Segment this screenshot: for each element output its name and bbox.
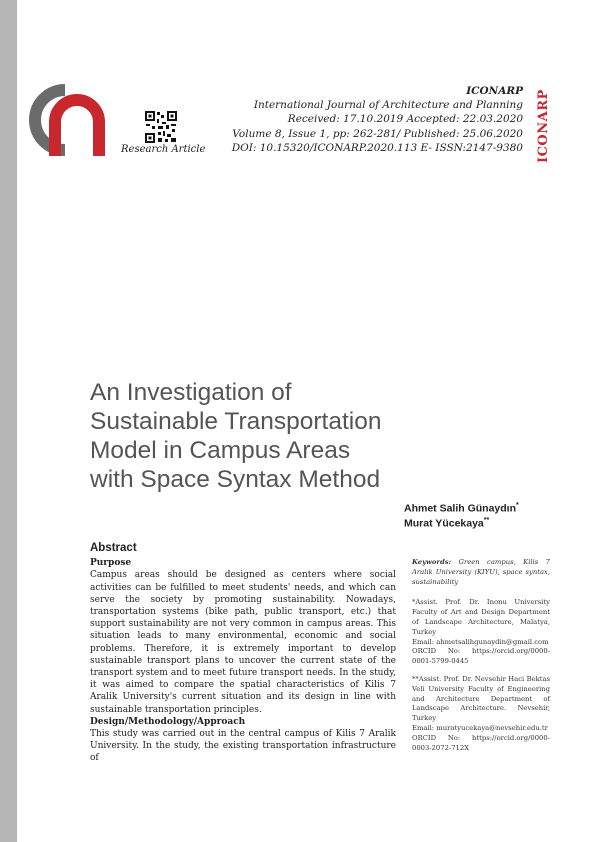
purpose-text: Campus areas should be designed as centers where social activities can be fulfilled to meet students' needs, and which can serve the society by promoting sustainability. Nowadays, transportation systems (bike path, public transport, etc.) that support sustainability are not very common in campus areas. This situation leads to many environmental, economic and social problems. Therefore, it is extremely important to develop sustainable transport plans to uncover the current state of the transport system and to meet future transport needs. In the study, it was aimed to compare the spatial characteristics of Kilis 7 Aralik University's current situation and its design in line with sustainable transportation principles. [90,570,396,715]
journal-full-name: International Journal of Architecture and Planning [253,99,523,112]
keywords-label: Keywords: [412,558,452,566]
author-1: Ahmet Salih Günaydın* [404,502,519,515]
journal-doi: DOI: 10.15320/ICONARP.2020.113 E- ISSN:2147-9380 [231,141,523,154]
journal-short-name: ICONARP [466,85,523,97]
journal-dates: Received: 17.10.2019 Accepted: 22.03.2020 [287,113,523,126]
vertical-brand-text: ICONARP [536,89,551,163]
affiliation-2-orcid: ORCID No: https://orcid.org/0000-0003-2072-712X [412,733,550,752]
purpose-heading: Purpose [90,558,132,569]
side-column [412,558,550,753]
method-text: This study was carried out in the central campus of Kilis 7 Aralik University. In the study, the existing transportation infrastructure of [90,729,396,764]
iconarp-logo [21,82,109,164]
abstract-heading: Abstract [90,542,137,554]
left-sidebar-strip [0,0,17,842]
affiliation-1-orcid: ORCID No: https://orcid.org/0000-0001-5799-0445 [412,647,550,666]
affiliation-2-email: Email: muratyucekaya@nevsehir.edu.tr [412,723,548,732]
journal-info [232,84,523,155]
keywords-text: Green campus, Kilis 7 Aralık University (KIYU), space syntax, sustainability [412,558,550,586]
journal-volume: Volume 8, Issue 1, pp: 262-281/ Published: 25.06.2020 [232,127,523,140]
author-2-mark: ** [483,517,490,524]
affiliation-2: **Assist. Prof. Dr. Nevsehir Haci Bektas Veli University Faculty of Engineering and Architecture Department of Landscape Architecture. Nevsehir, Turkey Email: muratyucekaya@nevsehir.edu.tr ORCID No: https://orcid.org/0000-0003-2072-712X [412,674,550,752]
keywords [412,558,550,587]
article-title: An Investigation of Sustainable Transportation Model in Campus Areas with Space Syntax Method [90,379,382,493]
affiliation-1: *Assist. Prof. Dr. Inonu University Faculty of Art and Design Department of Landscape Architecture, Malatya, Turkey Email: ahmetsalihgunaydin@gmail.com ORCID No: https://orcid.org/0000-0001-5799-0445 [412,598,550,666]
article-type-label: Research Article [121,144,206,155]
author-1-mark: * [516,502,519,509]
abstract-section [90,542,396,765]
author-2: Murat Yücekaya** [404,517,490,530]
author-list [404,500,519,530]
method-heading: Design/Methodology/Approach [90,716,246,727]
qr-code-icon [144,110,178,144]
affiliation-1-email: Email: ahmetsalihgunaydin@gmail.com [412,637,549,646]
